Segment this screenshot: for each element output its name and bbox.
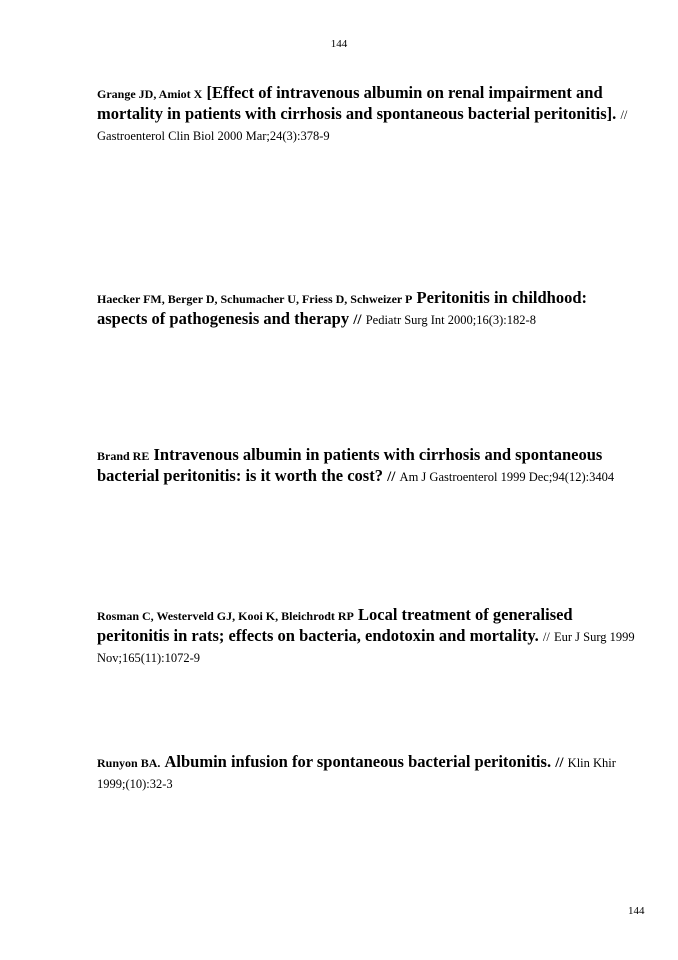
reference-authors: Brand RE [97,449,150,463]
reference-entry [97,83,637,146]
reference-journal: Am J Gastroenterol 1999 Dec;94(12):3404 [399,470,615,484]
reference-title: Albumin infusion for spontaneous bacterial peritonitis. [164,752,552,771]
reference-title: Local treatment of generalised peritonitis in rats; effects on bacteria, endotoxin and mortality. [97,605,573,645]
reference-journal: Eur J Surg 1999 Nov;165(11):1072-9 [97,630,635,665]
reference-separator: // [353,312,362,328]
reference-title: Peritonitis in childhood: aspects of pathogenesis and therapy [97,288,588,328]
reference-entry [97,752,637,794]
reference-separator: // [387,469,396,485]
reference-journal: Gastroenterol Clin Biol 2000 Mar;24(3):378-9 [97,129,330,143]
reference-title: [Effect of intravenous albumin on renal impairment and mortality in patients with cirrhosis and spontaneous bacterial peritonitis]. [97,83,617,123]
reference-separator: // [620,108,628,122]
page-number-bottom: 144 [628,905,645,917]
reference-journal: Pediatr Surg Int 2000;16(3):182-8 [365,313,536,327]
reference-authors: Rosman C, Westerveld GJ, Kooi K, Bleichrodt RP [97,609,354,623]
reference-authors: Runyon BA. [97,756,161,770]
reference-entry [97,445,637,487]
page-number-top: 144 [330,38,348,50]
reference-entry [97,288,637,330]
reference-title: Intravenous albumin in patients with cirrhosis and spontaneous bacterial peritonitis: is it worth the cost? [97,445,603,485]
reference-journal: Klin Khir 1999;(10):32-3 [97,756,616,791]
reference-authors: Haecker FM, Berger D, Schumacher U, Friess D, Schweizer P [97,292,413,306]
reference-entry [97,605,637,668]
reference-separator: // [542,630,550,644]
reference-authors: Grange JD, Amiot X [97,87,203,101]
reference-separator: // [555,755,564,771]
